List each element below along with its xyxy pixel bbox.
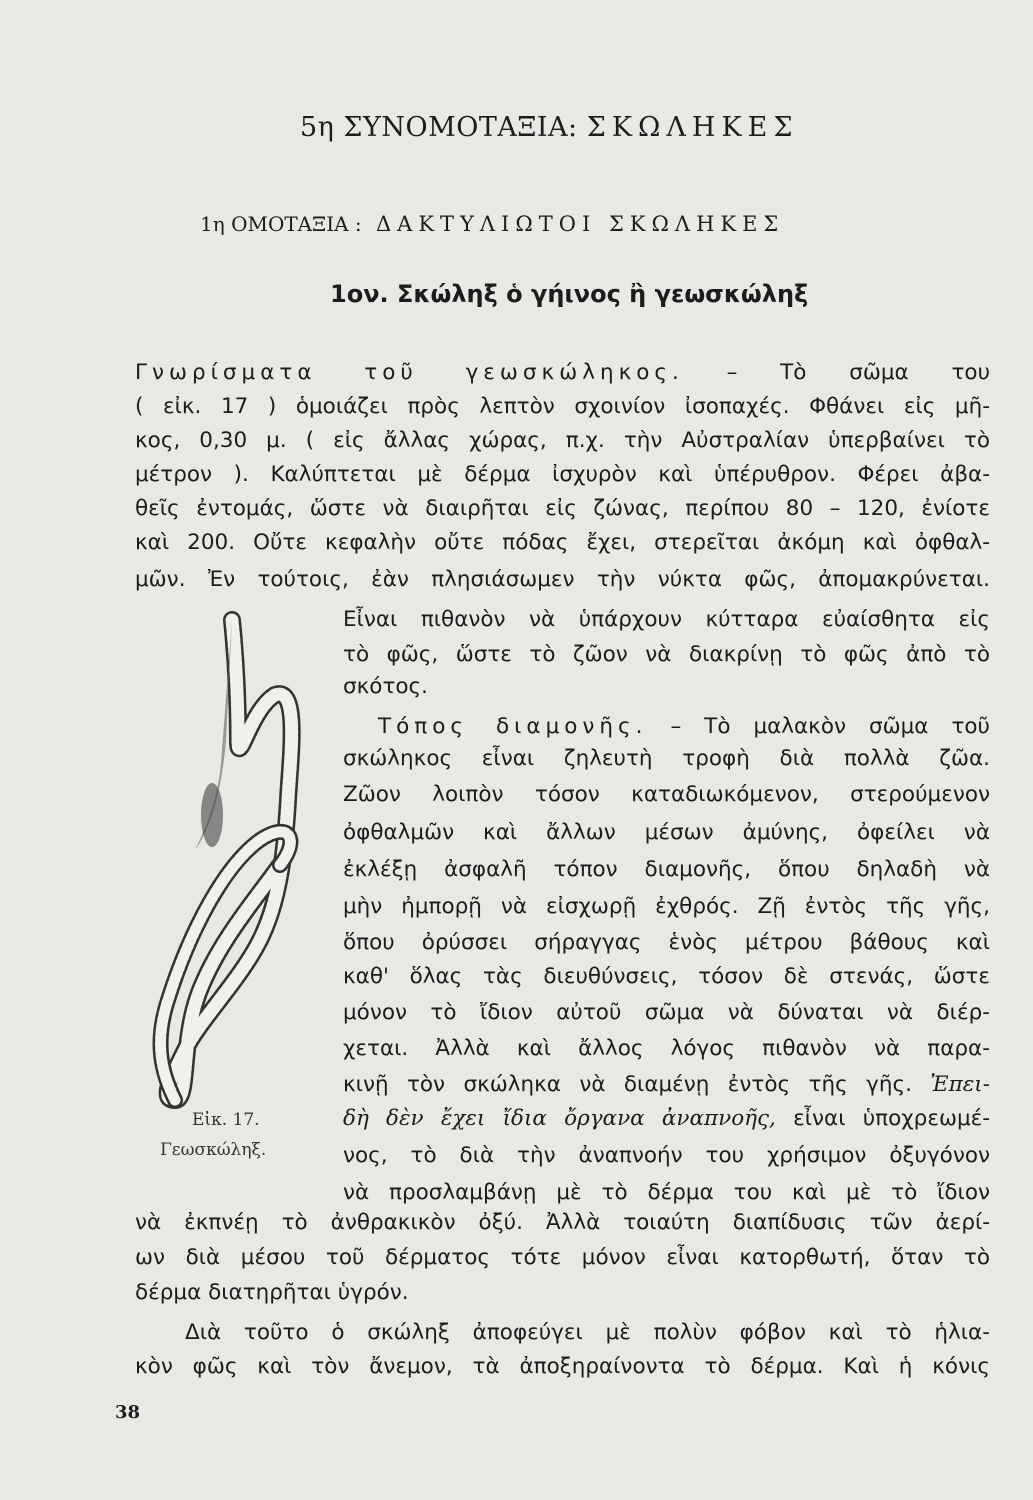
- phylum-name: ΣΚΩΛΗΚΕΣ: [586, 112, 799, 143]
- paragraph-line: μὴν ἠμπορῇ νὰ εἰσχωρῇ ἐχθρός. Ζῇ ἐντὸς τῆς γῆς,: [343, 894, 990, 919]
- phylum-prefix: 5η ΣΥΝΟΜΟΤΑΞΙΑ:: [300, 112, 578, 143]
- earthworm-illustration: [140, 600, 320, 1110]
- section-title: 1ον. Σκώληξ ὁ γήινος ἢ γεωσκώληξ: [330, 280, 809, 308]
- paragraph-line: ων διὰ μέσου τοῦ δέρματος τότε μόνον εἶναι κατορθωτή, ὅταν τὸ: [135, 1245, 990, 1270]
- paragraph-line: μέτρον ). Καλύπτεται μὲ δέρμα ἰσχυρὸν καὶ ὑπέρυθρον. Φέρει ἀβα-: [135, 462, 990, 487]
- paragraph-line: Γνωρίσματα τοῦ γεωσκώληκος. – Τὸ σῶμα του: [135, 360, 991, 385]
- figure-caption-number: Εἰκ. 17.: [192, 1110, 260, 1130]
- paragraph-line: κος, 0,30 μ. ( εἰς ἄλλας χώρας, π.χ. τὴν Αὐστραλίαν ὑπερβαίνει τὸ: [135, 428, 990, 453]
- paragraph-line: νὰ προσλαμβάνῃ μὲ τὸ δέρμα του καὶ μὲ τὸ ἴδιον: [343, 1180, 990, 1205]
- italic-phrase: Ἐπει-: [930, 1072, 990, 1097]
- paragraph-line: ἐκλέξῃ ἀσφαλῆ τόπον διαμονῆς, ὅπου δηλαδὴ νὰ: [343, 857, 990, 882]
- paragraph-line: σκώληκος εἶναι ζηλευτὴ τροφὴ διὰ πολλὰ ζῶα.: [343, 746, 990, 771]
- paragraph-line: κινῇ τὸν σκώληκα νὰ διαμένῃ ἐντὸς τῆς γῆς. Ἐπει-: [343, 1072, 990, 1097]
- paragraph-line: Ζῶον λοιπὸν τόσον καταδιωκόμενον, στερούμενον: [343, 782, 990, 807]
- paragraph-line: ( εἰκ. 17 ) ὁμοιάζει πρὸς λεπτὸν σχοινίον ἰσοπαχές. Φθάνει εἰς μῆ-: [135, 394, 990, 419]
- italic-phrase: δὴ δὲν ἔχει ἴδια ὄργανα ἀναπνοῆς,: [343, 1106, 776, 1131]
- paragraph-line: Διὰ τοῦτο ὁ σκώληξ ἀποφεύγει μὲ πολὺν φόβον καὶ τὸ ἡλια-: [185, 1320, 990, 1345]
- paragraph-line: δὴ δὲν ἔχει ἴδια ὄργανα ἀναπνοῆς, εἶναι ὑποχρεωμέ-: [343, 1106, 991, 1131]
- paragraph-line: κὸν φῶς καὶ τὸν ἄνεμον, τὰ ἀποξηραίνοντα τὸ δέρμα. Καὶ ἡ κόνις: [135, 1354, 990, 1379]
- paragraph-line: Εἶναι πιθανὸν νὰ ὑπάρχουν κύτταρα εὐαίσθητα εἰς: [343, 607, 990, 632]
- class-heading: [200, 212, 784, 236]
- paragraph-line: ὅπου ὀρύσσει σήραγγας ἑνὸς μέτρου βάθους καὶ: [343, 930, 990, 955]
- paragraph-line: δέρμα διατηρῆται ὑγρόν.: [135, 1280, 409, 1305]
- paragraph-line: νος, τὸ διὰ τὴν ἀναπνοήν του χρήσιμον ὀξυγόνον: [343, 1143, 990, 1168]
- phylum-heading: [300, 112, 798, 143]
- p1-label: Γνωρίσματα τοῦ γεωσκώληκος.: [135, 360, 684, 385]
- paragraph-line: σκότος.: [343, 674, 429, 699]
- paragraph-line: μόνον τὸ ἴδιον αὐτοῦ σῶμα νὰ δύναται νὰ διέρ-: [343, 1000, 990, 1025]
- paragraph-line: νὰ ἐκπνέῃ τὸ ἀνθρακικὸν ὀξύ. Ἀλλὰ τοιαύτη διαπίδυσις τῶν ἀερί-: [135, 1210, 990, 1235]
- paragraph-line: καὶ 200. Οὔτε κεφαλὴν οὔτε πόδας ἔχει, στερεῖται ἀκόμη καὶ ὀφθαλ-: [135, 530, 990, 555]
- paragraph-line: μῶν. Ἐν τούτοις, ἐὰν πλησιάσωμεν τὴν νύκτα φῶς, ἀπομακρύνεται.: [135, 567, 990, 592]
- paragraph-line: καθ' ὅλας τὰς διευθύνσεις, τόσον δὲ στενάς, ὥστε: [343, 964, 990, 989]
- p2-label: Τόπος διαμονῆς.: [378, 714, 648, 739]
- figure-caption-title: Γεωσκώληξ.: [160, 1140, 267, 1160]
- paragraph-line: χεται. Ἀλλὰ καὶ ἄλλος λόγος πιθανὸν νὰ παρα-: [343, 1036, 990, 1061]
- paragraph-line: θεῖς ἐντομάς, ὥστε νὰ διαιρῆται εἰς ζώνας, περίπου 80 – 120, ἐνίοτε: [135, 496, 990, 521]
- paragraph-line: Τόπος διαμονῆς. – Τὸ μαλακὸν σῶμα τοῦ: [378, 714, 990, 739]
- paragraph-line: ὀφθαλμῶν καὶ ἄλλων μέσων ἀμύνης, ὀφείλει νὰ: [343, 820, 990, 845]
- page-number: 38: [115, 1402, 141, 1423]
- paragraph-line: τὸ φῶς, ὥστε τὸ ζῶον νὰ διακρίνῃ τὸ φῶς ἀπὸ τὸ: [343, 642, 990, 667]
- class-prefix: 1η ΟΜΟΤΑΞΙΑ :: [200, 212, 362, 236]
- class-name: ΔΑΚΤΥΛΙΩΤΟΙ ΣΚΩΛΗΚΕΣ: [376, 212, 785, 236]
